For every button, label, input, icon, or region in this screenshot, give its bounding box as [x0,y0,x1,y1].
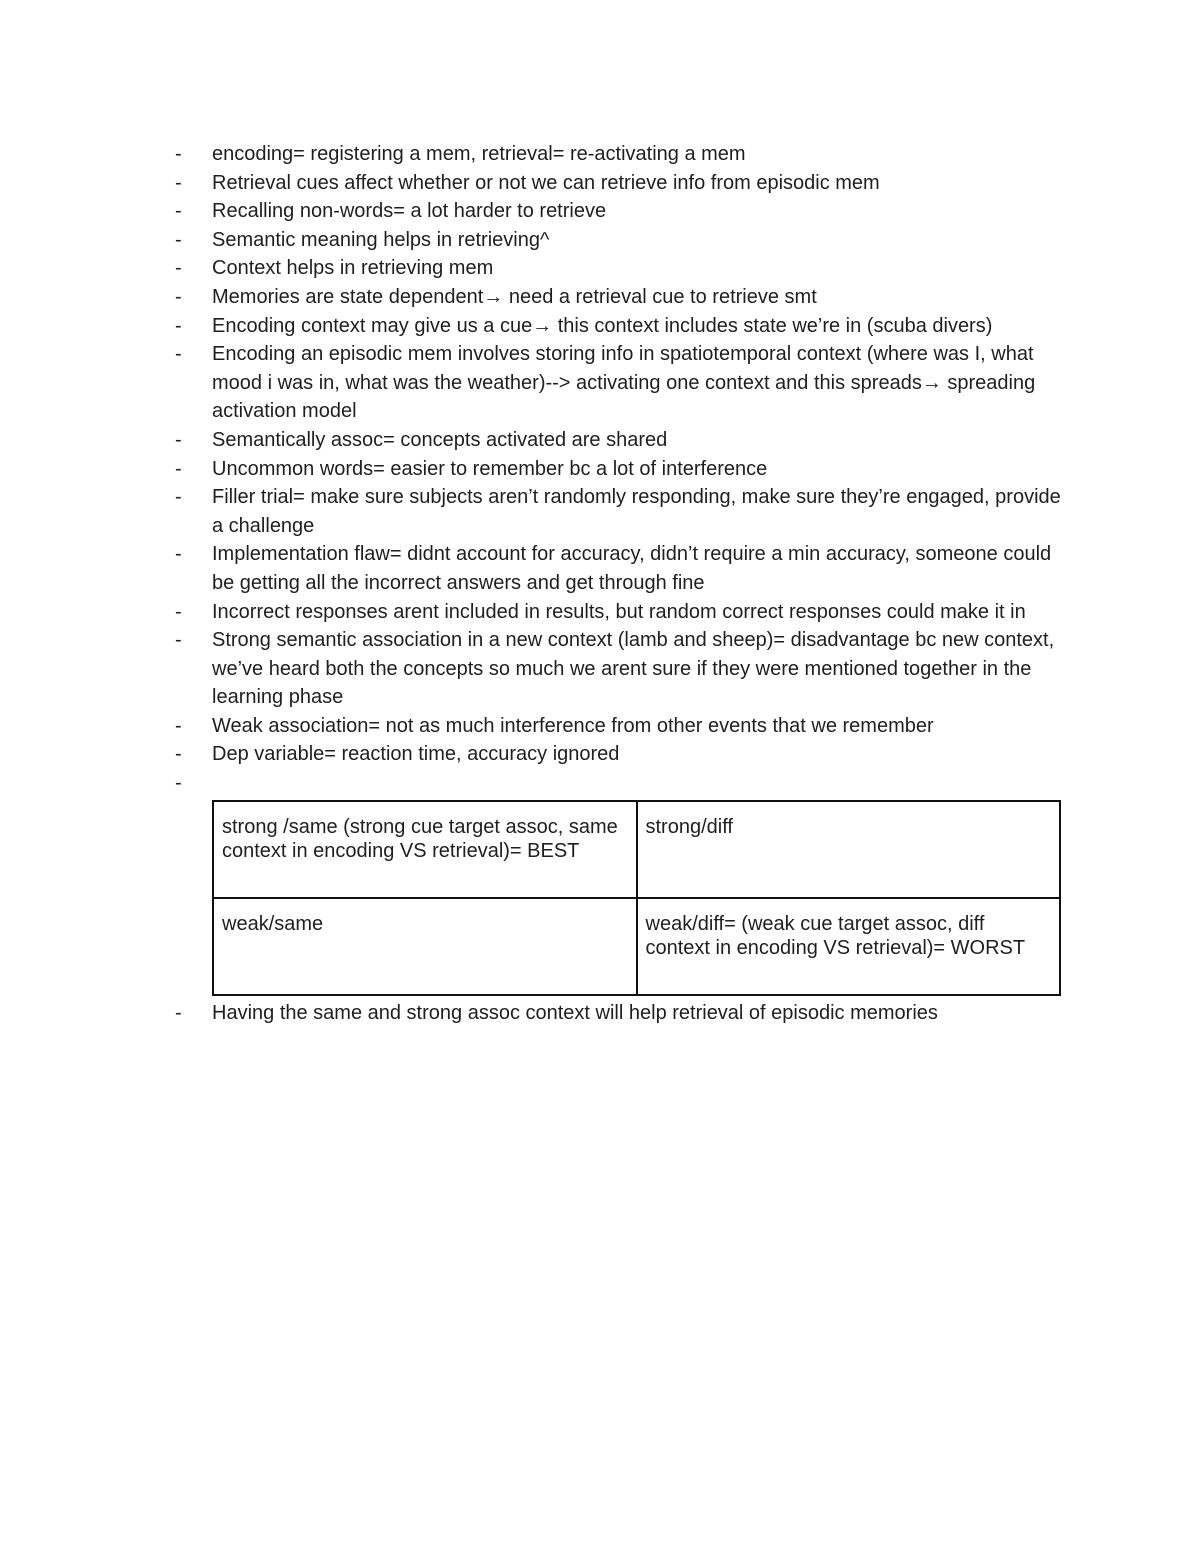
list-item [172,598,1072,627]
list-item [172,197,1072,226]
list-item-text: Dep variable= reaction time, accuracy ignored [212,743,620,766]
list-item [172,254,1072,283]
comparison-table [212,800,1061,996]
list-item [172,455,1072,484]
list-item [172,712,1072,741]
table-row [213,898,1060,995]
list-item [172,226,1072,255]
list-item [172,626,1072,712]
list-item [172,999,1072,1028]
bullet-dash: - [175,200,182,223]
bullet-dash: - [175,743,182,766]
list-item [172,540,1072,597]
bullet-dash: - [175,314,182,337]
list-item-text: Semantic meaning helps in retrieving^ [212,228,550,251]
notes-list [172,140,1072,1027]
list-item-text: Semantically assoc= concepts activated are shared [212,428,668,451]
list-item-text: Memories are state dependent→ need a retrieval cue to retrieve smt [212,285,817,308]
comparison-table-container [212,800,1072,996]
list-item-text: Encoding an episodic mem involves storing info in spatiotemporal context (where was I, what mood i was in, what was the weather)--> activating one context and this spreads→ spreading activation model [212,343,1036,423]
list-item-text: Strong semantic association in a new context (lamb and sheep)= disadvantage bc new context, we’ve heard both the concepts so much we arent sure if they were mentioned together in the learning phase [212,629,1055,709]
bullet-dash: - [175,457,182,480]
bullet-dash: - [175,228,182,251]
bullet-dash: - [175,343,182,366]
list-item-text: Weak association= not as much interference from other events that we remember [212,714,934,737]
list-item [172,340,1072,426]
list-item-text: Filler trial= make sure subjects aren’t randomly responding, make sure they’re engaged, provide a challenge [212,486,1061,537]
bullet-dash: - [175,600,182,623]
table-cell-weak-diff: weak/diff= (weak cue target assoc, diff context in encoding VS retrieval)= WORST [637,898,1061,995]
list-item-text: Context helps in retrieving mem [212,257,494,280]
list-item [172,169,1072,198]
list-item [172,283,1072,312]
list-item [172,426,1072,455]
list-item-text: Retrieval cues affect whether or not we can retrieve info from episodic mem [212,171,880,194]
list-item-text: Encoding context may give us a cue→ this context includes state we’re in (scuba divers) [212,314,993,337]
list-item-empty [172,769,1072,798]
bullet-dash: - [175,257,182,280]
bullet-dash: - [175,543,182,566]
list-item-text: encoding= registering a mem, retrieval= re-activating a mem [212,143,746,165]
bullet-dash: - [175,486,182,509]
bullet-dash: - [175,772,182,795]
list-item-text: Incorrect responses arent included in results, but random correct responses could make it in [212,600,1026,623]
bullet-dash: - [175,171,182,194]
bullet-dash: - [175,428,182,451]
table-cell-weak-same: weak/same [213,898,637,995]
table-row [213,801,1060,898]
list-item [172,312,1072,341]
list-item [172,483,1072,540]
bullet-dash: - [175,714,182,737]
list-item-text: Having the same and strong assoc context will help retrieval of episodic memories [212,1001,938,1024]
list-item [172,740,1072,769]
list-item-text: Implementation flaw= didnt account for accuracy, didn’t require a min accuracy, someone could be getting all the incorrect answers and get through fine [212,543,1052,594]
list-item [172,140,1072,169]
table-cell-strong-diff: strong/diff [637,801,1061,898]
bullet-dash: - [175,629,182,652]
table-cell-strong-same: strong /same (strong cue target assoc, same context in encoding VS retrieval)= BEST [213,801,637,898]
bullet-dash: - [175,143,182,165]
bullet-dash: - [175,285,182,308]
list-item-text: Uncommon words= easier to remember bc a lot of interference [212,457,768,480]
list-item-text: Recalling non-words= a lot harder to retrieve [212,200,607,223]
bullet-dash: - [175,1001,182,1024]
